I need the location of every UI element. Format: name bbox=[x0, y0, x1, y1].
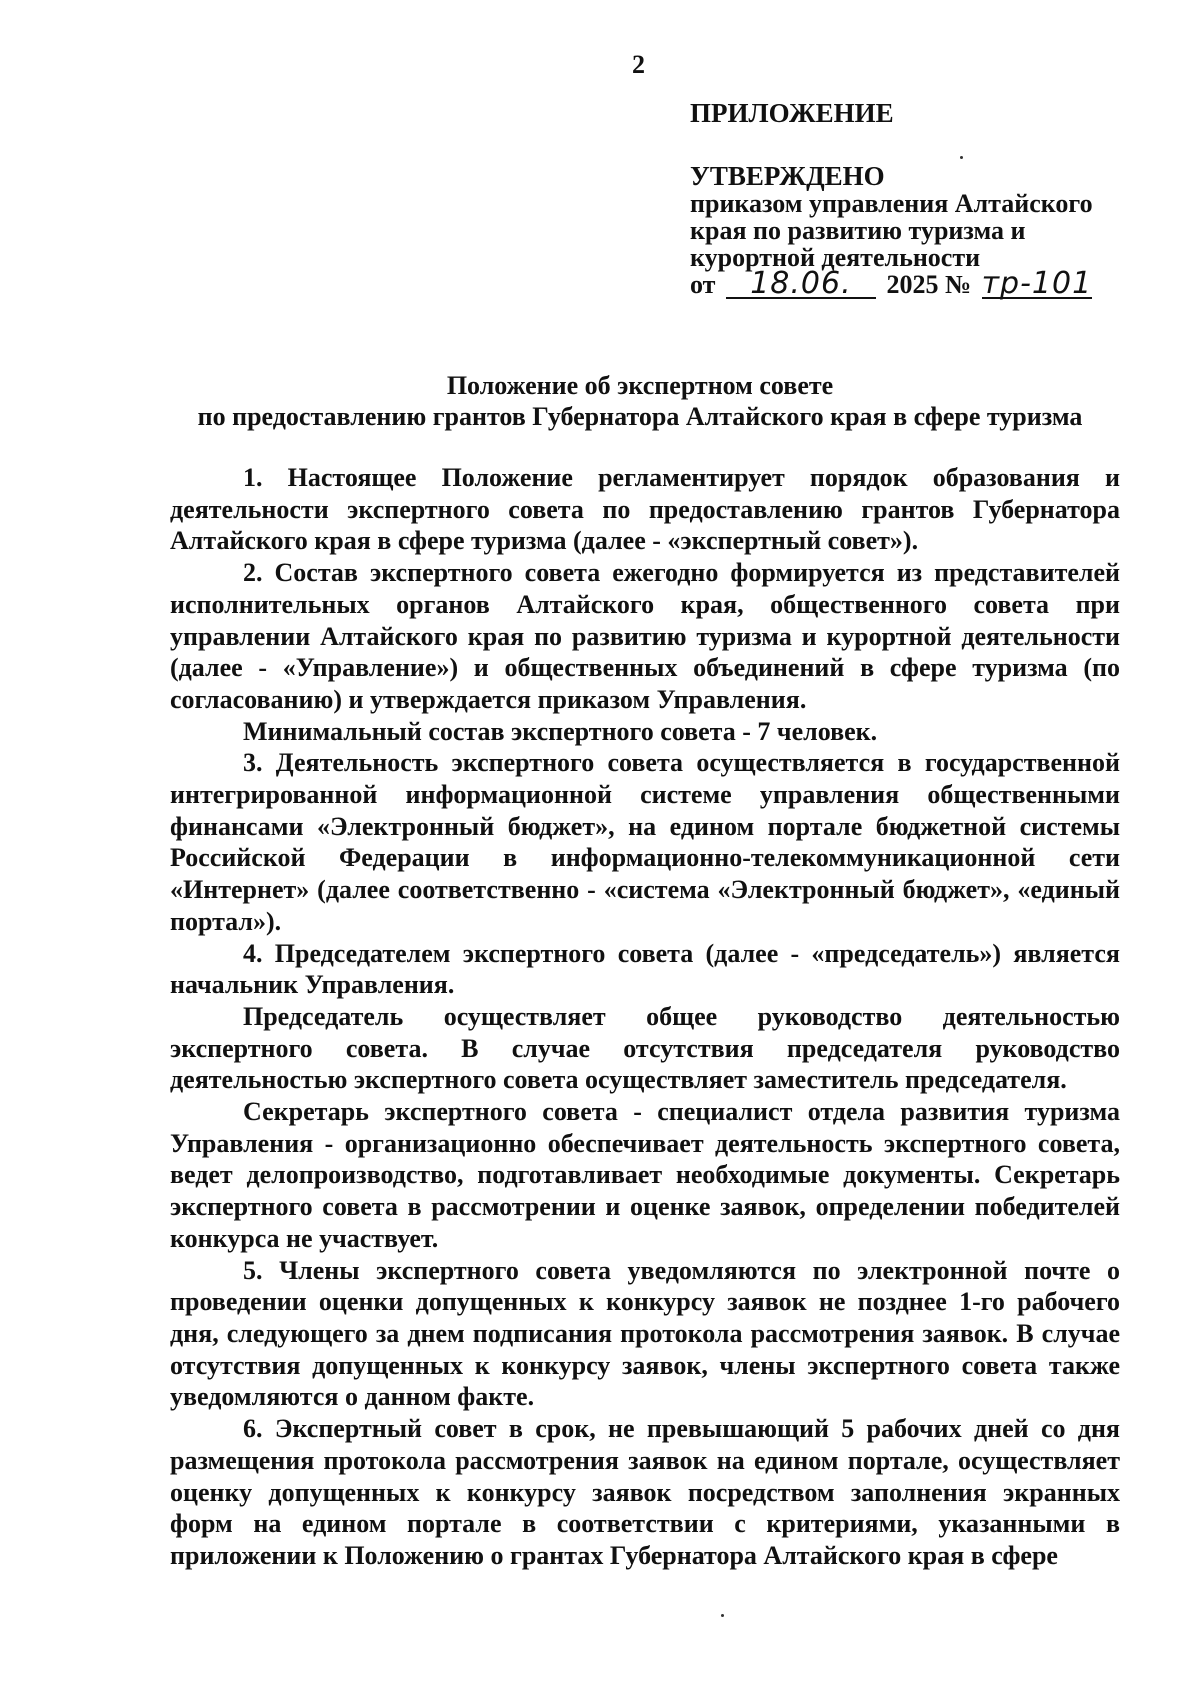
paragraph-6: 6. Экспертный совет в срок, не превышающий 5 рабочих дней со дня размещения протокола рассмотрения заявок на едином портале, осуществляет оценку допущенных к конкурсу заявок посредством заполнения экранных форм на едином портале в соответствии с критериями, указанными в приложении к Положению о грантах Губернатора Алтайского края в сфере bbox=[170, 1414, 1120, 1570]
paragraph-3: 3. Деятельность экспертного совета осуществляется в государственной интегрированной информационной системе управления общественными финансами «Электронный бюджет», на едином портале бюджетной системы Российской Федерации в информационно-телекоммуникационной сети «Интернет» (далее соответственно - «система «Электронный бюджет», «единый портал»). bbox=[170, 748, 1120, 936]
approved-heading: УТВЕРЖДЕНО bbox=[690, 161, 885, 191]
paragraph-4: 4. Председателем экспертного совета (далее - «председатель») является начальник Управления. bbox=[170, 938, 1120, 1000]
date-prefix: от bbox=[690, 270, 716, 299]
document-title bbox=[100, 370, 1180, 432]
paragraph-1: 1. Настоящее Положение регламентирует порядок образования и деятельности экспертного совета по предоставлению грантов Губернатора Алтайского края в сфере туризма (далее - «экспертный совет»). bbox=[170, 463, 1120, 556]
paragraph-4-chair: Председатель осуществляет общее руководство деятельностью экспертного совета. В случае отсутствия председателя руководство деятельностью экспертного совета осуществляет заместитель председателя. bbox=[170, 1001, 1120, 1095]
year-text: 2025 № bbox=[886, 270, 972, 299]
order-date-line bbox=[690, 266, 1110, 301]
handwritten-date: 18.06. bbox=[726, 271, 876, 299]
page-number: 2 bbox=[632, 50, 645, 79]
paragraph-4-secretary: Секретарь экспертного совета - специалист отдела развития туризма Управления - организационно обеспечивает деятельность экспертного совета, ведет делопроизводство, подготавливает необходимые документы. Секретарь экспертного совета в рассмотрении и оценке заявок, определении победителей конкурса не участвует. bbox=[170, 1097, 1120, 1253]
scan-speck bbox=[960, 156, 963, 159]
paragraph-2-note: Минимальный состав экспертного совета - 7 человек. bbox=[243, 716, 878, 746]
approval-block bbox=[690, 100, 1110, 299]
approval-line-1: приказом управления Алтайского bbox=[690, 189, 1093, 218]
document-body bbox=[170, 462, 1120, 1572]
paragraph-2: 2. Состав экспертного совета ежегодно формируется из представителей исполнительных органов Алтайского края, общественного совета при управлении Алтайского края по развитию туризма и курортной деятельности (далее - «Управление») и общественных объединений в сфере туризма (по согласованию) и утверждается приказом Управления. bbox=[170, 558, 1120, 714]
title-line-1: Положение об экспертном совете bbox=[446, 371, 834, 400]
scan-speck bbox=[721, 1614, 724, 1617]
title-line-2: по предоставлению грантов Губернатора Алтайского края в сфере туризма bbox=[197, 402, 1083, 431]
approval-line-3: курортной деятельности bbox=[690, 243, 981, 272]
handwritten-order-number: тр-101 bbox=[981, 266, 1093, 301]
appendix-heading: ПРИЛОЖЕНИЕ bbox=[690, 98, 894, 128]
paragraph-5: 5. Члены экспертного совета уведомляются по электронной почте о проведении оценки допущенных к конкурсу заявок не позднее 1-го рабочего дня, следующего за днем подписания протокола рассмотрения заявок. В случае отсутствия допущенных к конкурсу заявок, члены экспертного совета также уведомляются о данном факте. bbox=[170, 1255, 1120, 1412]
approval-line-2: края по развитию туризма и bbox=[690, 216, 1026, 245]
